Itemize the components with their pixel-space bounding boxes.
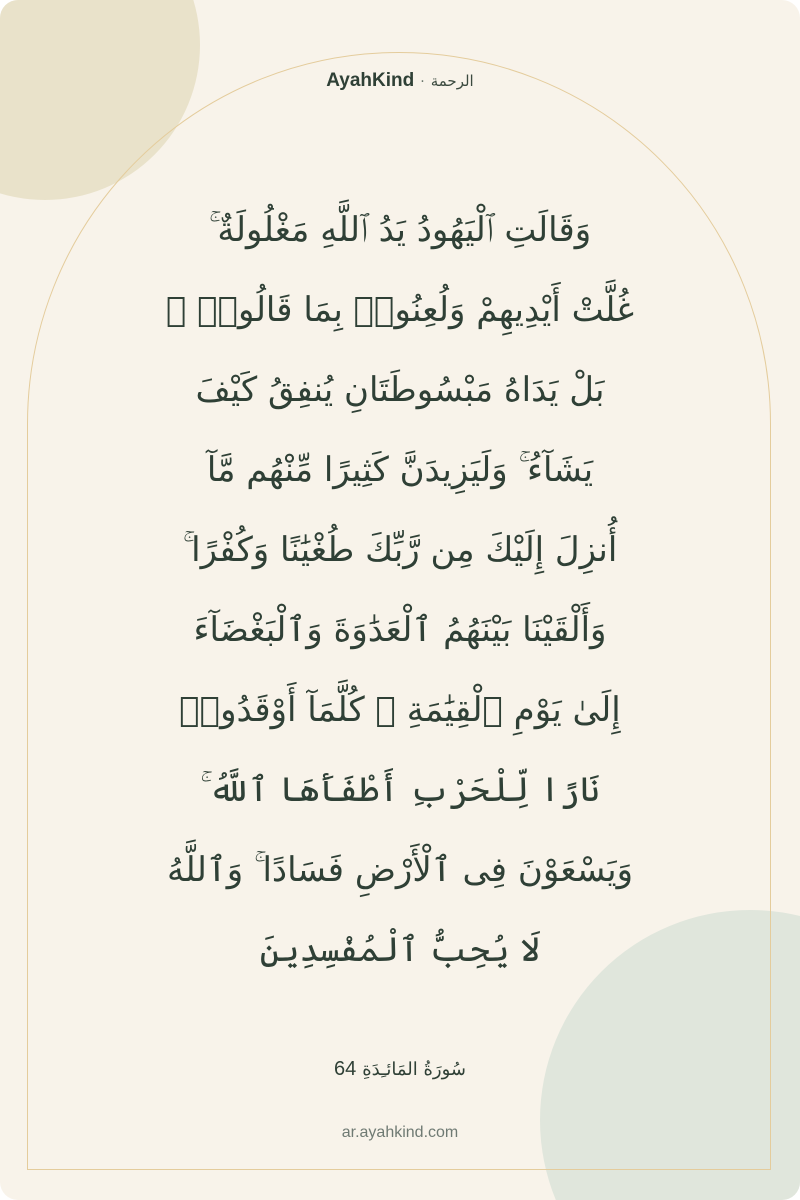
header [0, 70, 800, 92]
verse-reference [0, 1056, 800, 1081]
verse-line: أُنزِلَ إِلَيْكَ مِن رَّبِّكَ طُغْيَٰنًا وَكُفْرًا ۚ [182, 530, 618, 570]
verse-text [120, 190, 680, 990]
verse-line: بَلْ يَدَاهُ مَبْسُوطَتَانِ يُنفِقُ كَيْفَ [195, 370, 605, 410]
website-url: ar.ayahkind.com [341, 1124, 459, 1141]
verse-line: وَأَلْقَيْنَا بَيْنَهُمُ ٱلْعَدَٰوَةَ وَٱلْبَغْضَآءَ [193, 610, 607, 650]
verse-line: غُلَّتْ أَيْدِيهِمْ وَلُعِنُوا۟ بِمَا قَالُوا۟ ۘ [165, 290, 634, 330]
verse-line: لَا يُحِبُّ ٱلْمُفْسِدِينَ [259, 930, 541, 970]
verse-line: يَشَآءُ ۚ وَلَيَزِيدَنَّ كَثِيرًا مِّنْهُم مَّآ [206, 450, 594, 490]
verse-line: إِلَىٰ يَوْمِ ٱلْقِيَٰمَةِ ۚ كُلَّمَآ أَوْقَدُوا۟ [179, 690, 621, 730]
verse-line: وَيَسْعَوْنَ فِى ٱلْأَرْضِ فَسَادًا ۚ وَٱللَّهُ [166, 850, 634, 890]
topic-label: الرحمة [430, 72, 474, 90]
brand-name: AyahKind [326, 70, 415, 91]
verse-line: نَارًا لِّلْحَرْبِ أَطْفَأَهَا ٱللَّهُ ۚ [200, 770, 600, 810]
verse-line: وَقَالَتِ ٱلْيَهُودُ يَدُ ٱللَّهِ مَغْلُولَةٌ ۚ [208, 210, 592, 250]
surah-name: سُورَةُ المَائـِدَةِ [362, 1059, 466, 1080]
header-separator: · [420, 74, 425, 90]
ayah-number: 64 [333, 1058, 357, 1080]
